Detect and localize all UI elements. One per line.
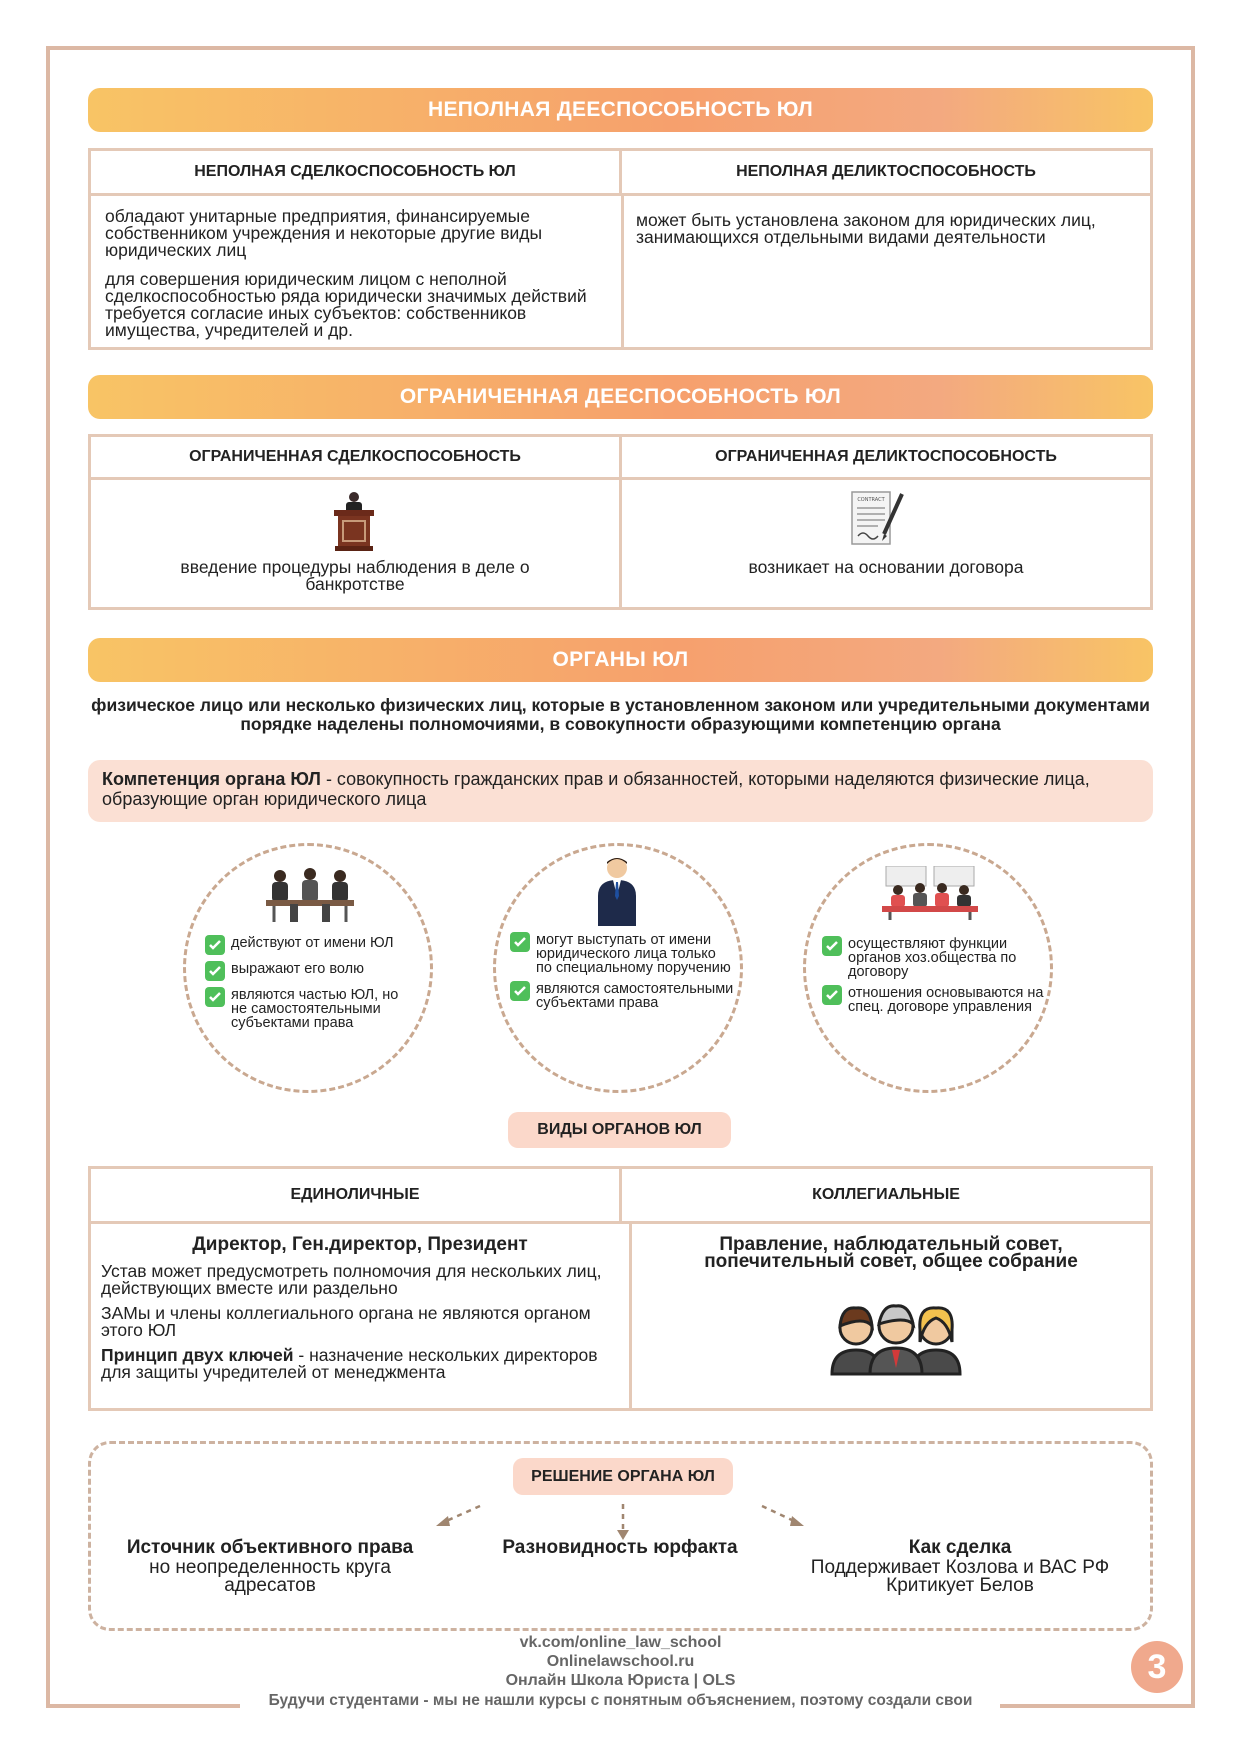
organ-circle-2-list [510,933,735,1017]
incomplete-tort-header: НЕПОЛНАЯ ДЕЛИКТОСПОСОБНОСТЬ [619,151,1150,193]
incomplete-tort-cell [621,196,1150,350]
group-of-people-icon [828,1298,964,1376]
footer-school-name: Онлайн Школа Юриста | OLS [505,1672,736,1689]
incomplete-dealing-p1: обладают унитарные предприятия, финансируемые собственником учреждения и некоторые другие виды юридических лиц [105,206,543,260]
two-keys-term: Принцип двух ключей [101,1345,294,1365]
contract-icon [850,488,910,550]
limited-capacity-table [88,434,1153,610]
competence-box [88,760,1153,822]
meeting-icon [262,866,358,924]
check-icon [205,987,225,1007]
checklist-item-text: являются частью ЮЛ, но не самостоятельными субъектами права [231,987,399,1031]
incomplete-dealing-cell [91,196,621,350]
organs-banner: ОРГАНЫ ЮЛ [88,638,1153,682]
decision-pill: РЕШЕНИЕ ОРГАНА ЮЛ [513,1458,733,1495]
check-icon [205,935,225,955]
arrow-down-left-icon [436,1516,450,1526]
check-icon [205,961,225,981]
two-keys-text: - назначение нескольких директоров для защиты учредителей от менеджмента [101,1345,598,1382]
decision-left [110,1539,430,1595]
organ-circle-1-list [205,936,417,1037]
limited-dealing-header: ОГРАНИЧЕННАЯ СДЕЛКОСПОСОБНОСТЬ [189,448,521,465]
sole-organs-p1: Устав может предусмотреть полномочия для нескольких лиц, действующих вместе или раздельно [101,1261,602,1298]
collegial-organs-title: Правление, наблюдательный совет, попечительный совет, общее собрание [704,1234,1078,1272]
organ-types-pill: ВИДЫ ОРГАНОВ ЮЛ [508,1112,731,1148]
arrow-down-right-icon [790,1516,804,1526]
checklist-item [205,962,417,981]
checklist-item-text: могут выступать от имени юридического лица только по специальному поручению [536,932,731,976]
collegial-organs-header: КОЛЛЕГИАЛЬНЫЕ [619,1169,1150,1221]
organ-types-table [88,1166,1153,1411]
checklist-item-text: отношения основываются на спец. договоре управления [848,985,1044,1015]
limited-tort-header: ОГРАНИЧЕННАЯ ДЕЛИКТОСПОСОБНОСТЬ [619,437,1150,477]
decision-right-line2: Критикует Белов [886,1575,1034,1596]
collegial-organs-cell [629,1224,1150,1411]
page-number: 3 [1131,1641,1183,1693]
decision-mid [460,1539,780,1559]
checklist-item-text: являются самостоятельными субъектами права [536,981,734,1011]
sole-organs-header: ЕДИНОЛИЧНЫЕ [290,1186,420,1203]
incomplete-capacity-table [88,148,1153,350]
team-table-icon [880,866,980,920]
sole-organs-p3 [101,1347,619,1381]
checklist-item [205,936,417,955]
sole-organs-title: Директор, Ген.директор, Президент [192,1234,528,1255]
checklist-item-text: выражают его волю [231,961,364,977]
sole-organs-cell [91,1224,629,1411]
contract-word: CONTRACT [857,497,885,503]
organs-definition: физическое лицо или несколько физических лиц, которые в установленном законом или учредительными документами порядке наделены полномочиями, в совокупности образующими компетенцию органа [91,695,1150,734]
decision-left-title: Источник объективного права [126,1537,414,1558]
checklist-item-text: действуют от имени ЮЛ [231,935,394,951]
decision-left-text: но неопределенность круга адресатов [149,1557,391,1596]
incomplete-capacity-banner: НЕПОЛНАЯ ДЕЕСПОСОБНОСТЬ ЮЛ [88,88,1153,132]
limited-tort-cell [619,480,1150,610]
decision-mid-title: Разновидность юрфакта [502,1537,738,1558]
limited-tort-text: возникает на основании договора [748,557,1024,577]
limited-capacity-banner: ОГРАНИЧЕННАЯ ДЕЕСПОСОБНОСТЬ ЮЛ [88,375,1153,419]
decision-right-title: Как сделка [908,1537,1012,1558]
decision-right [790,1539,1130,1595]
decision-arrows [430,1500,810,1542]
check-icon [822,936,842,956]
footer-vk-link[interactable]: vk.com/online_law_school [519,1634,722,1651]
competence-term: Компетенция органа ЮЛ [102,769,321,789]
competence-text: - совокупность гражданских прав и обязанностей, которыми наделяются физические лица, образующие орган юридического лица [102,769,1090,809]
footer-slogan: Будучи студентами - мы не нашли курсы с понятным объяснением, поэтому создали свои [268,1692,973,1709]
sole-organs-p2: ЗАМы и члены коллегиального органа не являются органом этого ЮЛ [101,1303,591,1340]
incomplete-tort-p1: может быть установлена законом для юридических лиц, занимающихся отдельными видами деятельности [636,210,1096,247]
checklist-item-text: осуществляют функции органов хоз.общества по договору [848,936,1017,980]
limited-dealing-text: введение процедуры наблюдения в деле о банкротстве [180,557,530,594]
checklist-item [822,986,1044,1014]
organ-circle-3-list [822,937,1044,1021]
limited-dealing-cell [91,480,619,610]
incomplete-dealing-p2: для совершения юридическим лицом с неполной сделкоспособностью ряда юридически значимых действий требуется согласие иных субъектов: собственников имущества, учредителей и др. [105,269,587,340]
checklist-item [510,982,735,1010]
podium-icon [331,490,377,552]
decision-right-line1: Поддерживает Козлова и ВАС РФ [810,1557,1110,1578]
footer-site-link[interactable]: Onlinelawschool.ru [546,1653,695,1670]
checklist-item [510,933,735,975]
checklist-item [822,937,1044,979]
check-icon [822,985,842,1005]
checklist-item [205,988,417,1030]
businessman-icon [592,856,642,926]
check-icon [510,981,530,1001]
incomplete-dealing-header: НЕПОЛНАЯ СДЕЛКОСПОСОБНОСТЬ ЮЛ [194,163,516,180]
check-icon [510,932,530,952]
